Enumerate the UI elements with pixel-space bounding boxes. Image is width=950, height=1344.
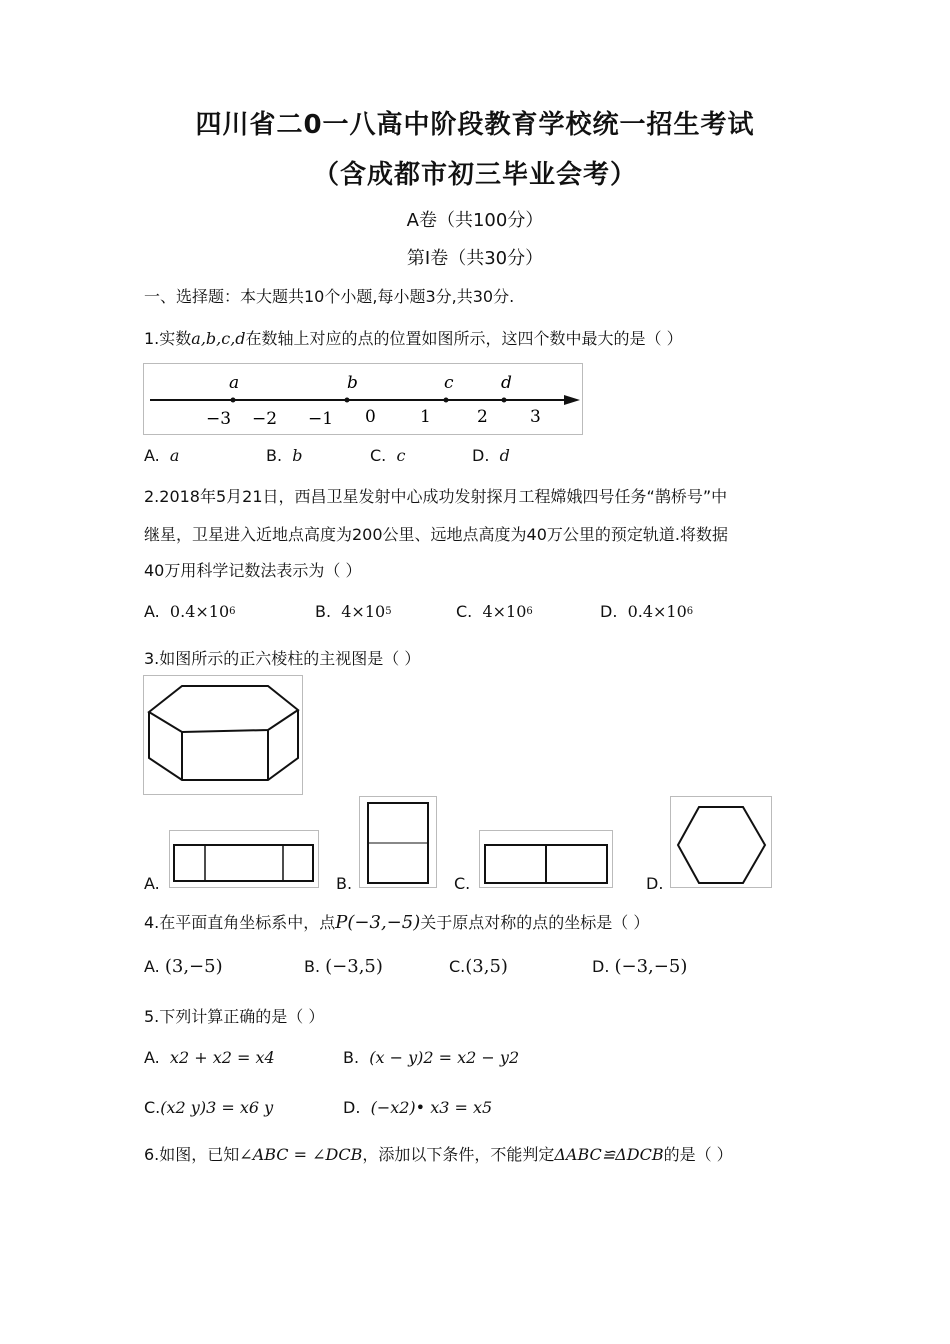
exam-subtitle: （含成都市初三毕业会考） (312, 160, 637, 190)
point-label: d (501, 373, 512, 393)
arrow-icon (564, 395, 580, 405)
number-line-figure (143, 363, 583, 435)
question-1-stem: 1.实数a,b,c,d在数轴上对应的点的位置如图所示，这四个数中最大的是（ ） (144, 329, 683, 348)
q2-option-d[interactable]: D. $0.4\times 10^6$ (600, 602, 694, 621)
hexagonal-prism (144, 676, 302, 794)
question-5-stem: 5.下列计算正确的是（ ） (144, 1007, 325, 1026)
q5-option-b[interactable]: B. (x − y)2 = x2 − y2 (343, 1048, 520, 1067)
q4-option-c[interactable]: C.(3,5) (449, 956, 508, 977)
q3-option-c-figure[interactable] (479, 830, 613, 888)
q4-option-a[interactable]: A. (3,−5) (144, 956, 223, 977)
paper-a-heading: A卷（共100分） (406, 210, 544, 231)
q5-option-c[interactable]: C.(x2 y)3 = x6 y (144, 1098, 274, 1117)
q4-option-d[interactable]: D. (−3,−5) (592, 956, 688, 977)
q3-option-a-label[interactable]: A. (144, 874, 160, 893)
question-2-line1: 2.2018年5月21日，西昌卫星发射中心成功发射探月工程嫦娥四号任务“鹊桥号”中 (144, 487, 728, 506)
q1-option-d[interactable]: D. d (472, 446, 510, 465)
question-2-line2: 继星，卫星进入近地点高度为200公里、远地点高度为40万公里的预定轨道.将数据 (144, 525, 728, 544)
point-label: b (347, 373, 358, 393)
q2-option-c[interactable]: C. $4\times 10^6$ (456, 602, 533, 621)
q3-option-b-figure[interactable] (359, 796, 437, 888)
q5-option-a[interactable]: A. x2 + x2 = x4 (144, 1048, 275, 1067)
question-6-stem: 6.如图，已知∠ABC = ∠DCB，添加以下条件，不能判定ΔABC≌ΔDCB的是（ ） (144, 1145, 733, 1164)
question-2-line3: 40万用科学记数法表示为（ ） (144, 561, 362, 580)
section-heading: 一、选择题：本大题共10个小题,每小题3分,共30分. (144, 287, 515, 306)
part1-heading: 第Ⅰ卷（共30分） (406, 248, 544, 269)
q4-option-b[interactable]: B. (−3,5) (304, 956, 383, 977)
q3-option-b-label[interactable]: B. (336, 874, 353, 893)
point-c (444, 398, 449, 403)
question-3-stem: 3.如图所示的正六棱柱的主视图是（ ） (144, 649, 421, 668)
q3-option-d-label[interactable]: D. (646, 874, 664, 893)
tick-label: −2 (252, 409, 278, 429)
q2-option-b[interactable]: B. $4\times 10^5$ (315, 602, 392, 621)
point-b (345, 398, 350, 403)
exam-title: 四川省二0一八高中阶段教育学校统一招生考试 (195, 110, 755, 140)
number-line (144, 364, 582, 434)
q2-option-a[interactable]: A. $0.4\times 10^6$ (144, 602, 236, 621)
hexagon-shape (678, 807, 765, 883)
q1-option-c[interactable]: C. c (370, 446, 406, 465)
q1-option-b[interactable]: B. b (266, 446, 303, 465)
point-d (502, 398, 507, 403)
point-label: c (444, 373, 454, 393)
q3-option-a-figure[interactable] (169, 830, 319, 888)
tick-label: 0 (365, 407, 376, 427)
q5-option-d[interactable]: D. (−x2)• x3 = x5 (343, 1098, 493, 1117)
tick-label: 2 (477, 407, 488, 427)
q3-option-d-figure[interactable] (670, 796, 772, 888)
question-4-stem: 4.在平面直角坐标系中，点P(−3,−5)关于原点对称的点的坐标是（ ） (144, 912, 650, 933)
tick-label: 1 (420, 407, 431, 427)
hexagonal-prism-figure (143, 675, 303, 795)
q3-option-c-label[interactable]: C. (454, 874, 471, 893)
tick-label: −1 (308, 409, 334, 429)
q1-option-a[interactable]: A. a (144, 446, 180, 465)
tick-label: −3 (206, 409, 232, 429)
point-label: a (229, 373, 240, 393)
point-a (231, 398, 236, 403)
tick-label: 3 (530, 407, 541, 427)
